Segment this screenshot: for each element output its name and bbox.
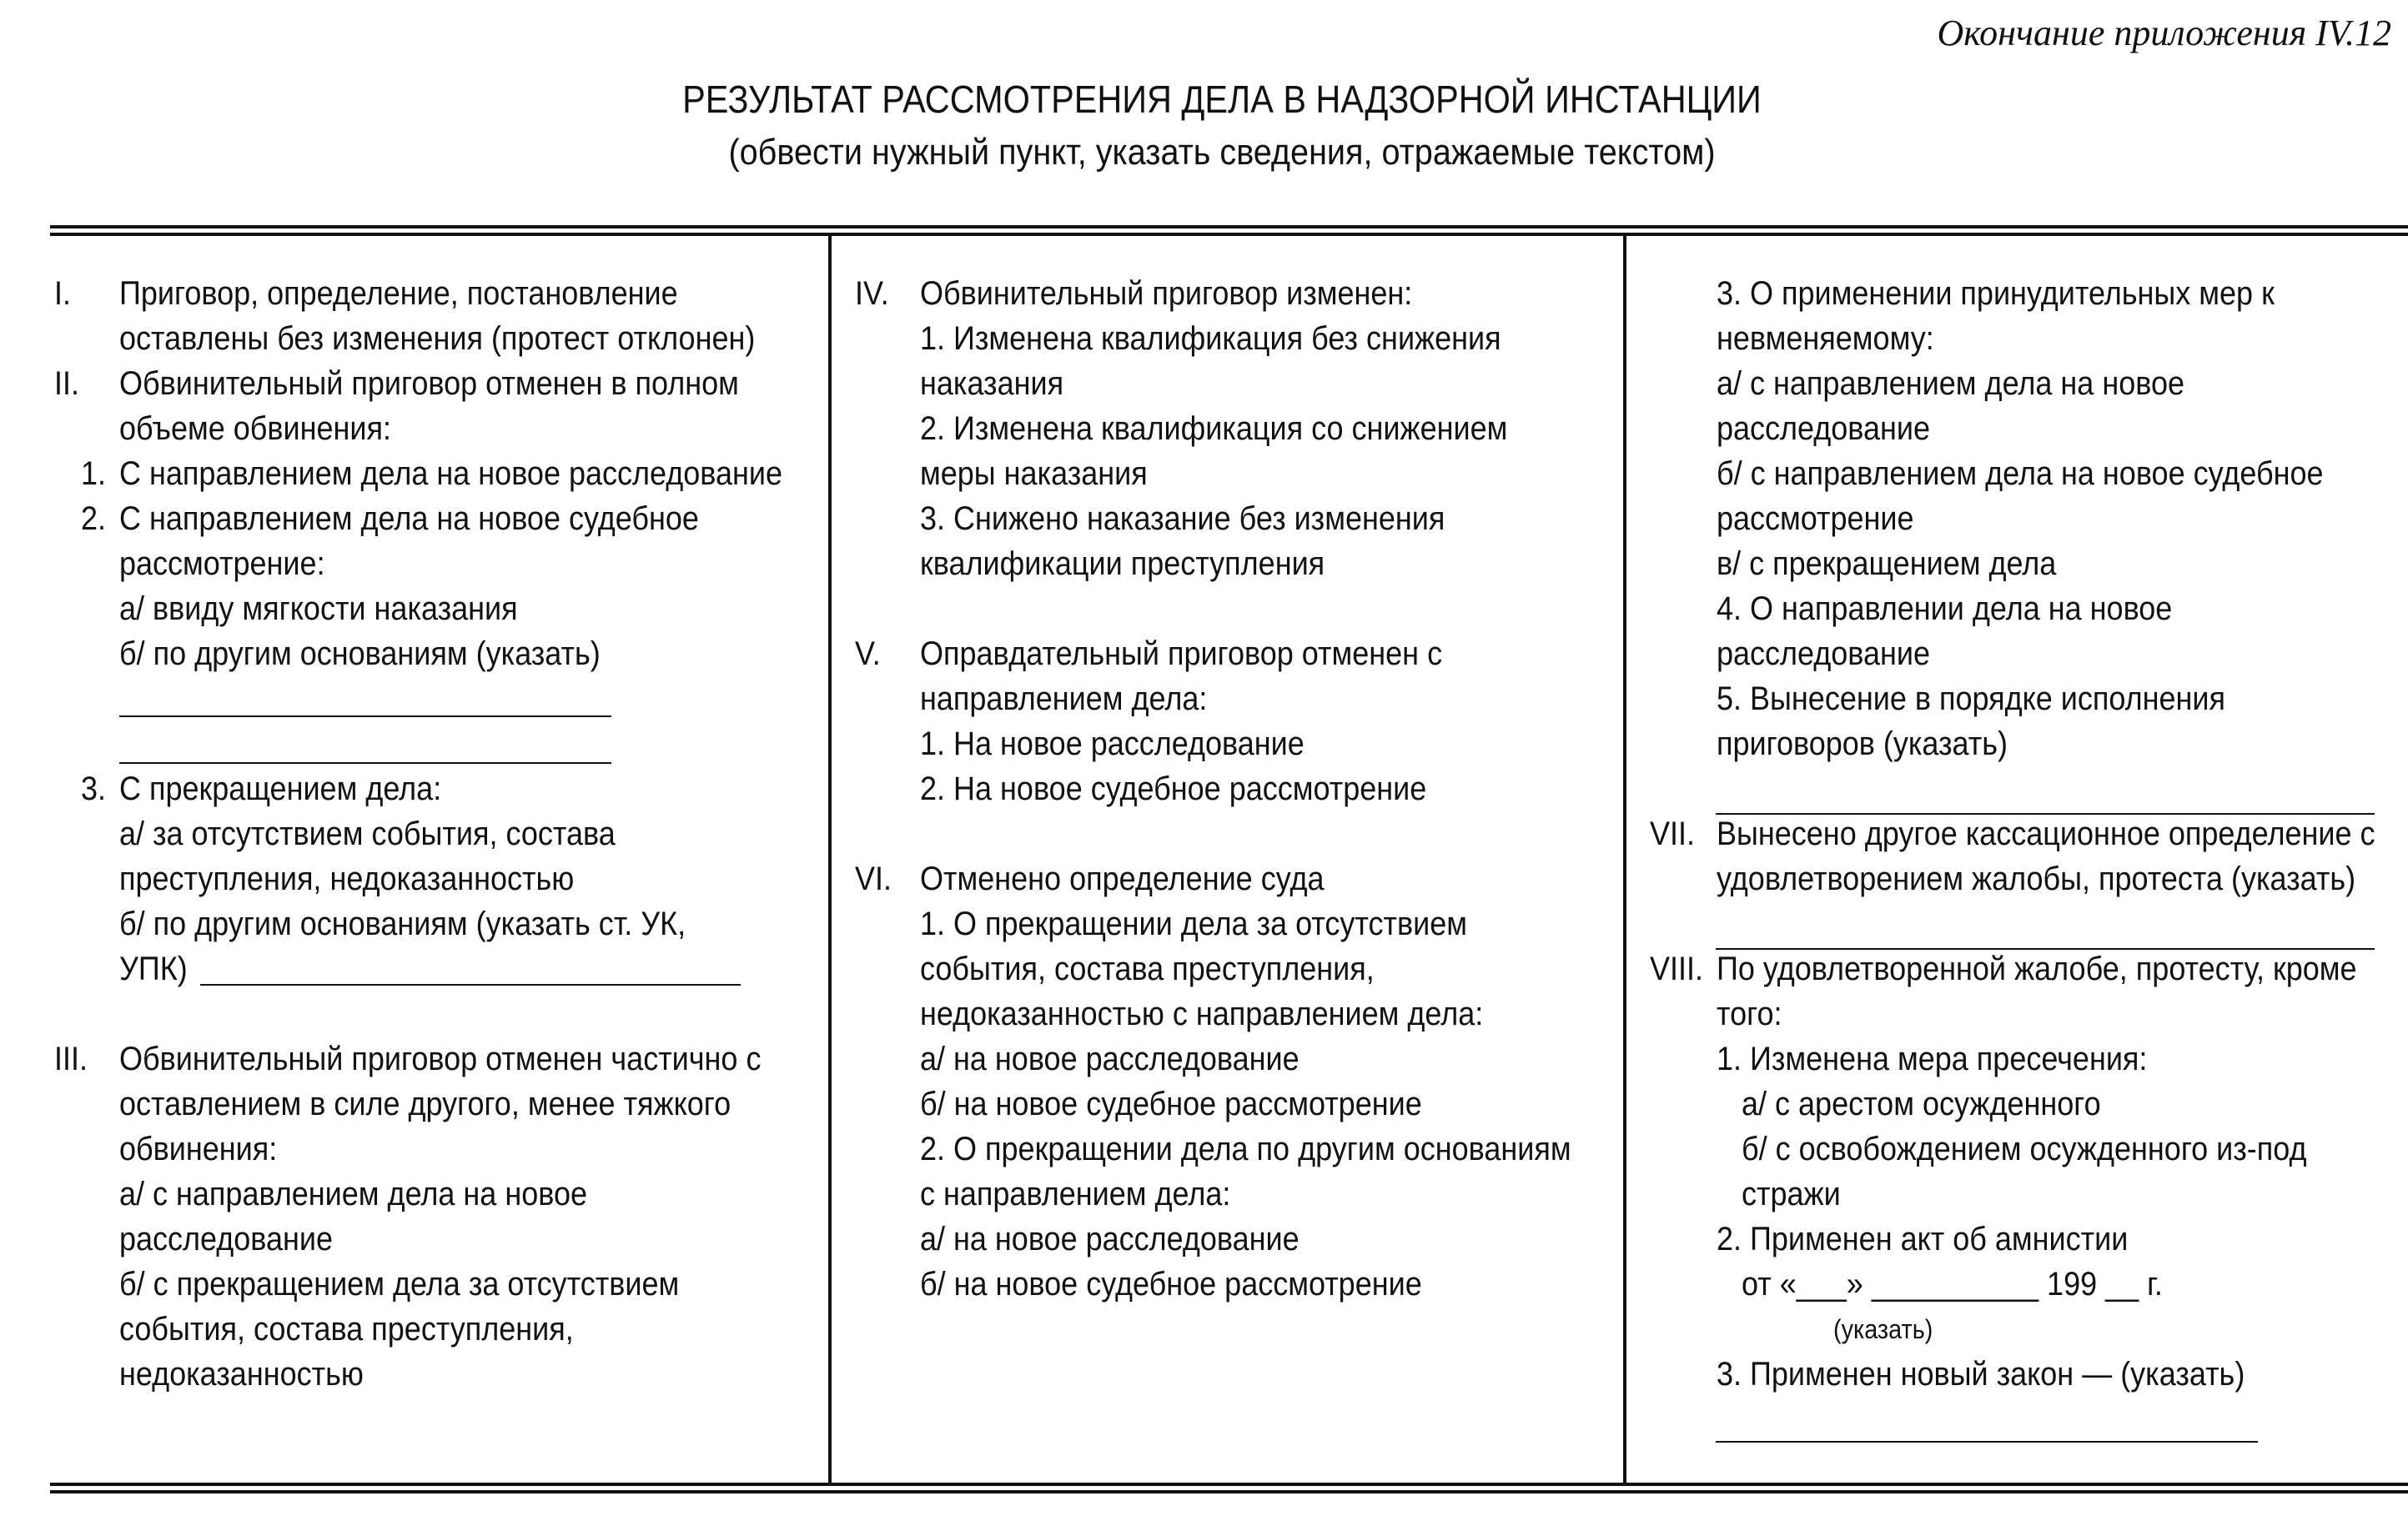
list-item <box>54 1127 813 1172</box>
item-text: рассмотрение <box>1717 500 1914 537</box>
list-item <box>1650 946 2400 991</box>
column-divider-2 <box>1623 233 1626 1483</box>
list-item <box>54 766 813 811</box>
fill-line <box>1716 813 2375 815</box>
list-item <box>54 271 813 316</box>
item-text: наказания <box>920 365 1064 402</box>
list-item <box>54 1037 813 1082</box>
list-item <box>1650 271 2400 316</box>
corner-note: Окончание приложения IV.12 <box>1937 13 2391 53</box>
list-item <box>54 1082 813 1127</box>
list-item <box>1650 1307 2400 1352</box>
fill-line <box>1716 1441 2258 1443</box>
bottom-rule <box>50 1483 2408 1486</box>
list-item <box>54 991 813 1037</box>
list-item <box>54 1352 813 1397</box>
item-number: VII. <box>1650 816 1696 852</box>
item-text: б/ на новое судебное рассмотрение <box>920 1086 1422 1122</box>
item-number: VIII. <box>1650 951 1704 987</box>
list-item <box>1650 451 2400 496</box>
list-item <box>54 631 813 676</box>
item-text: расследование <box>1717 635 1931 672</box>
item-text: Обвинительный приговор изменен: <box>920 275 1413 312</box>
list-item <box>1650 991 2400 1037</box>
list-item <box>54 451 813 496</box>
bottom-rule-2 <box>50 1490 2408 1493</box>
item-text: б/ с прекращением дела за отсутствием <box>119 1266 680 1303</box>
item-number: 3. <box>81 771 107 807</box>
list-item <box>54 496 813 541</box>
list-item <box>855 1082 1606 1127</box>
item-text: от «___» __________ 199 __ г. <box>1742 1266 2163 1303</box>
list-item <box>54 856 813 901</box>
item-text: удовлетворением жалобы, протеста (указать) <box>1717 861 2356 897</box>
column-2 <box>855 271 1606 1307</box>
list-item <box>855 1217 1606 1262</box>
list-item <box>855 271 1606 316</box>
list-item <box>855 676 1606 721</box>
item-text: а/ с направлением дела на новое <box>1717 365 2184 402</box>
item-text: б/ на новое судебное рассмотрение <box>920 1266 1422 1303</box>
list-item <box>1650 541 2400 586</box>
list-item <box>855 541 1606 586</box>
item-text: приговоров (указать) <box>1717 725 2008 762</box>
item-text: меры наказания <box>920 455 1148 492</box>
column-1 <box>54 271 813 1397</box>
list-item <box>54 586 813 631</box>
item-text: в/ с прекращением дела <box>1717 545 2057 582</box>
item-text: 2. Изменена квалификация со снижением <box>920 410 1508 447</box>
list-item <box>855 1262 1606 1307</box>
item-text: события, состава преступления, <box>119 1311 574 1348</box>
list-item <box>855 496 1606 541</box>
item-text: 3. Применен новый закон — (указать) <box>1717 1356 2245 1393</box>
item-text: а/ с арестом осужденного <box>1742 1086 2101 1122</box>
list-item <box>54 901 813 946</box>
item-text: направлением дела: <box>920 680 1208 717</box>
list-item <box>1650 586 2400 631</box>
item-text: 1. На новое расследование <box>920 725 1305 762</box>
list-item <box>855 991 1606 1037</box>
list-item <box>1650 811 2400 856</box>
list-item <box>1650 361 2400 406</box>
item-text: того: <box>1717 996 1782 1032</box>
item-text: невменяемому: <box>1717 320 1934 357</box>
item-text: Обвинительный приговор отменен в полном <box>119 365 739 402</box>
item-text: Приговор, определение, постановление <box>119 275 678 312</box>
list-item <box>1650 676 2400 721</box>
item-text: а/ ввиду мягкости наказания <box>119 590 518 627</box>
top-rule-2 <box>50 233 2408 236</box>
fill-line <box>200 984 741 986</box>
item-text: с направлением дела: <box>920 1176 1231 1212</box>
list-item <box>855 361 1606 406</box>
list-item <box>1650 766 2400 811</box>
list-item <box>855 1172 1606 1217</box>
item-text: Вынесено другое кассационное определение с <box>1717 816 2375 852</box>
item-text: 1. Изменена мера пресечения: <box>1717 1041 2148 1077</box>
item-text: расследование <box>119 1221 334 1257</box>
list-item <box>54 1307 813 1352</box>
list-item <box>1650 1172 2400 1217</box>
item-text: С прекращением дела: <box>119 771 442 807</box>
item-text: 2. Применен акт об амнистии <box>1717 1221 2129 1257</box>
item-text: б/ с направлением дела на новое судебное <box>1717 455 2324 492</box>
item-text: объеме обвинения: <box>119 410 392 447</box>
item-text: 1. О прекращении дела за отсутствием <box>920 906 1467 942</box>
list-item <box>54 406 813 451</box>
page-title: РЕЗУЛЬТАТ РАССМОТРЕНИЯ ДЕЛА В НАДЗОРНОЙ ИНСТАНЦИИ <box>682 78 1762 121</box>
list-item <box>1650 496 2400 541</box>
list-item <box>1650 1037 2400 1082</box>
list-item <box>1650 1262 2400 1307</box>
item-text: недоказанностью <box>119 1356 364 1393</box>
list-item <box>1650 1352 2400 1397</box>
item-text: (указать) <box>1833 1314 1933 1344</box>
item-text: а/ на новое расследование <box>920 1221 1300 1257</box>
list-item <box>1650 406 2400 451</box>
item-text: 3. О применении принудительных мер к <box>1717 275 2275 312</box>
list-item <box>54 1217 813 1262</box>
item-text: 4. О направлении дела на новое <box>1717 590 2173 627</box>
list-item <box>855 811 1606 856</box>
page-subtitle: (обвести нужный пункт, указать сведения, отражаемые текстом) <box>728 132 1716 173</box>
item-text: Оправдательный приговор отменен с <box>920 635 1443 672</box>
list-item <box>54 541 813 586</box>
item-text: Отменено определение суда <box>920 861 1325 897</box>
list-item <box>54 811 813 856</box>
item-number: VI. <box>855 861 892 897</box>
item-text: 3. Снижено наказание без изменения <box>920 500 1445 537</box>
item-text: Обвинительный приговор отменен частично с <box>119 1041 762 1077</box>
item-text: 1. Изменена квалификация без снижения <box>920 320 1501 357</box>
list-item <box>54 1172 813 1217</box>
item-number: 1. <box>81 455 107 492</box>
item-text: 2. На новое судебное рассмотрение <box>920 771 1427 807</box>
item-number: IV. <box>855 275 889 312</box>
item-number: 2. <box>81 500 107 537</box>
item-text: события, состава преступления, <box>920 951 1375 987</box>
column-divider-1 <box>828 233 832 1483</box>
list-item <box>855 406 1606 451</box>
item-text: С направлением дела на новое судебное <box>119 500 699 537</box>
list-item <box>855 766 1606 811</box>
list-item <box>855 856 1606 901</box>
item-number: II. <box>54 365 80 402</box>
list-item <box>1650 721 2400 766</box>
item-text: обвинения: <box>119 1131 278 1167</box>
list-item <box>855 721 1606 766</box>
item-text: рассмотрение: <box>119 545 325 582</box>
list-item <box>855 631 1606 676</box>
item-text: 5. Вынесение в порядке исполнения <box>1717 680 2226 717</box>
item-text: недоказанностью с направлением дела: <box>920 996 1484 1032</box>
list-item <box>54 676 813 721</box>
item-number: V. <box>855 635 881 672</box>
list-item <box>1650 316 2400 361</box>
fill-line <box>119 762 611 764</box>
list-item <box>855 586 1606 631</box>
item-number: III. <box>54 1041 88 1077</box>
list-item <box>1650 856 2400 901</box>
item-text: оставлены без изменения (протест отклонен) <box>119 320 756 357</box>
item-text: а/ на новое расследование <box>920 1041 1300 1077</box>
item-text: стражи <box>1742 1176 1841 1212</box>
list-item <box>1650 1217 2400 1262</box>
item-text: а/ с направлением дела на новое <box>119 1176 587 1212</box>
list-item <box>1650 1127 2400 1172</box>
item-text: квалификации преступления <box>920 545 1325 582</box>
item-text: б/ по другим основаниям (указать) <box>119 635 601 672</box>
item-text: преступления, недоказанностью <box>119 861 575 897</box>
list-item <box>54 361 813 406</box>
list-item <box>855 451 1606 496</box>
item-text: оставлением в силе другого, менее тяжкого <box>119 1086 731 1122</box>
list-item <box>54 1262 813 1307</box>
list-item <box>1650 901 2400 946</box>
list-item <box>54 316 813 361</box>
column-3 <box>1650 271 2400 1397</box>
item-text: б/ с освобождением осужденного из-под <box>1742 1131 2307 1167</box>
list-item <box>855 946 1606 991</box>
fill-line <box>119 715 611 717</box>
list-item <box>1650 1082 2400 1127</box>
item-text: По удовлетворенной жалобе, протесту, кроме <box>1717 951 2357 987</box>
list-item <box>855 1037 1606 1082</box>
item-text: а/ за отсутствием события, состава <box>119 816 616 852</box>
item-text: С направлением дела на новое расследование <box>119 455 783 492</box>
item-text: расследование <box>1717 410 1931 447</box>
item-text: УПК) <box>119 951 188 987</box>
list-item <box>54 721 813 766</box>
fill-line <box>1716 948 2375 950</box>
list-item <box>855 1127 1606 1172</box>
list-item <box>855 901 1606 946</box>
top-rule <box>50 225 2408 228</box>
list-item <box>1650 631 2400 676</box>
item-text: 2. О прекращении дела по другим основаниям <box>920 1131 1571 1167</box>
item-number: I. <box>54 275 72 312</box>
list-item <box>855 316 1606 361</box>
item-text: б/ по другим основаниям (указать ст. УК, <box>119 906 686 942</box>
